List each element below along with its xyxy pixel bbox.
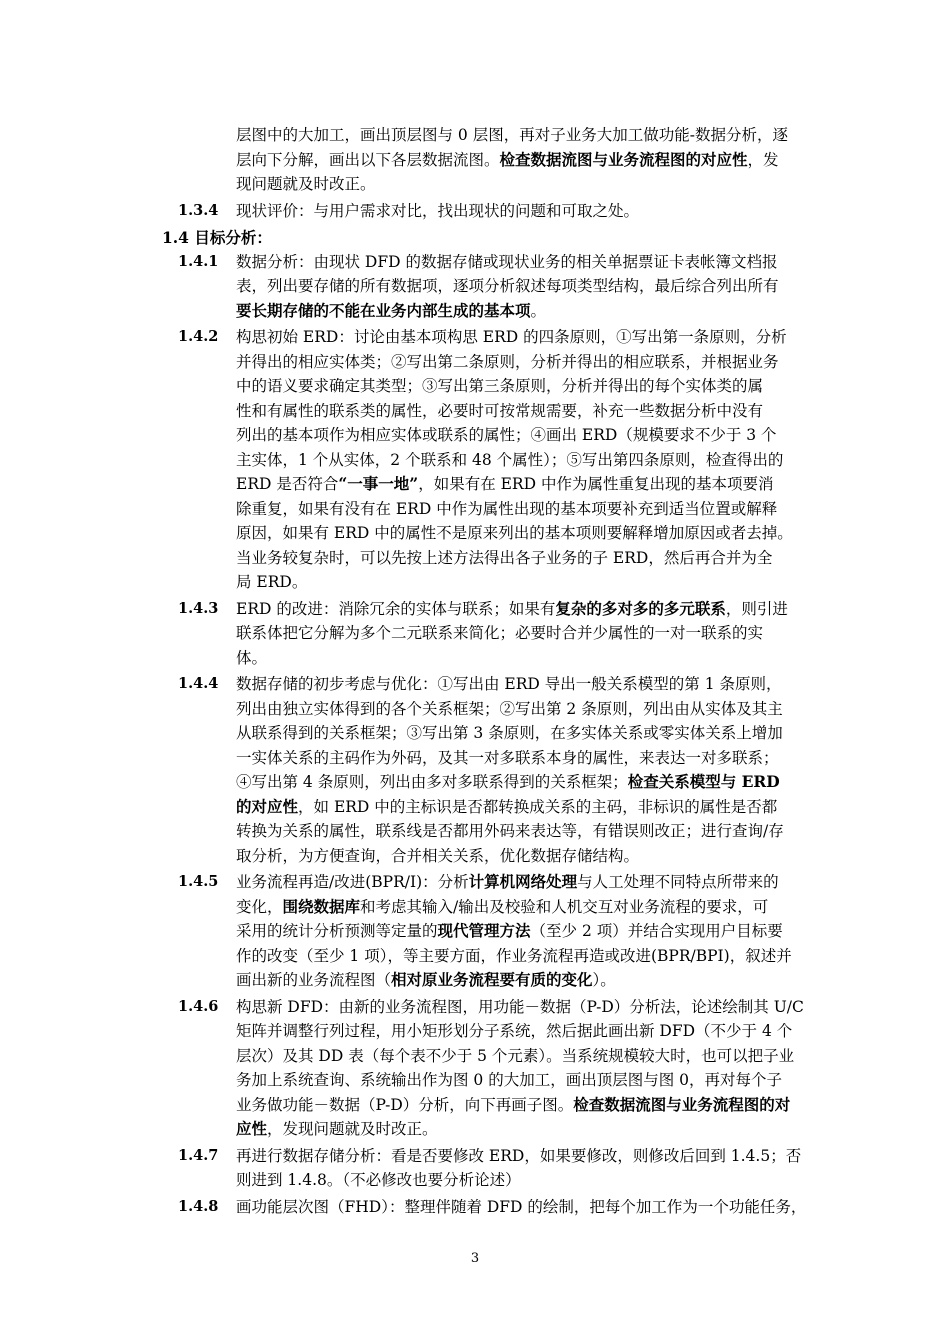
paragraph-line: 务加上系统查询、系统输出作为图 0 的大加工，画出顶层图与图 0，再对每个子 (236, 1071, 783, 1089)
paragraph-line: 性和有属性的联系类的属性，必要时可按常规需要，补充一些数据分析中没有 (236, 401, 764, 420)
emphasis-text: “一事一地” (338, 474, 419, 493)
paragraph-line (236, 1095, 790, 1115)
paragraph-line: 则进到 1.4.8。（不必修改也要分析论述） (236, 1171, 521, 1189)
text-run: 。 (530, 301, 547, 320)
item-number: 1.4.3 (178, 599, 219, 617)
paragraph-line: 再进行数据存储分析：看是否要修改 ERD，如果要修改，则修改后回到 1.4.5；否 (236, 1146, 802, 1165)
paragraph-line: 作的改变（至少 1 项），等主要方面，作业务流程再造或改进(BPR/BPI)，叙述并 (236, 946, 792, 965)
paragraph-line: 层图中的大加工，画出顶层图与 0 层图，再对子业务大加工做功能-数据分析，逐 (236, 126, 788, 144)
paragraph-line: 列出的基本项作为相应实体或联系的属性；④画出 ERD（规模要求不少于 3 个 (236, 426, 777, 444)
text-run: ，发 (747, 150, 779, 169)
text-run: 采用的统计分析预测等定量的 (236, 922, 438, 940)
text-run: 画出新的业务流程图（ (236, 971, 392, 989)
paragraph-line: 除重复，如果有没有在 ERD 中作为属性出现的基本项要补充到适当位置或解释 (236, 499, 778, 518)
item-number: 1.4.6 (178, 997, 219, 1015)
paragraph-line: 取分析，为方便查询，合并相关关系，优化数据存储结构。 (236, 846, 640, 865)
emphasis-text: 检查数据流图与业务流程图的对应性 (499, 149, 748, 169)
paragraph-line: 原因，如果有 ERD 中的属性不是原来列出的基本项则要解释增加原因或者去掉。 (236, 524, 793, 542)
item-number: 1.4.7 (178, 1146, 219, 1164)
emphasis-text: 的对应性 (236, 796, 299, 816)
text-run: 层向下分解，画出以下各层数据流图。 (236, 150, 500, 169)
paragraph-line: 矩阵并调整行列过程，用小矩形划分子系统，然后据此画出新 DFD（不少于 4 个 (236, 1022, 793, 1040)
paragraph-line: 联系体把它分解为多个二元联系来简化；必要时合并少属性的一对一联系的实 (236, 624, 764, 642)
text-run: ，如果有在 ERD 中作为属性重复出现的基本项要消 (418, 475, 774, 493)
text-run: ）。 (592, 971, 616, 989)
paragraph-line: 现状评价：与用户需求对比，找出现状的问题和可取之处。 (236, 201, 640, 220)
paragraph-line (236, 1119, 438, 1139)
paragraph-line (236, 897, 768, 917)
paragraph-line: 现问题就及时改正。 (236, 175, 376, 193)
paragraph-line: 并得出的相应实体类；②写出第二条原则，分析并得出的相应联系，并根据业务 (236, 352, 779, 371)
text-run: 业务做功能－数据（P-D）分析，向下再画子图。 (236, 1095, 574, 1114)
paragraph-line (236, 872, 779, 892)
emphasis-text: 检查数据流图与业务流程图的对 (573, 1094, 791, 1114)
section-heading: 1.4 目标分析： (162, 228, 272, 247)
text-run: ，如 ERD 中的主标识是否都转换成关系的主码，非标识的属性是否都 (298, 797, 778, 816)
paragraph-line: 层次）及其 DD 表（每个表不少于 5 个元素）。当系统规模较大时，也可以把子业 (236, 1046, 795, 1065)
emphasis-text: 复杂的多对多的多元联系 (555, 598, 726, 618)
emphasis-text: 计算机网络处理 (468, 872, 578, 891)
text-run: 业务流程再造/改进(BPR/I)：分析 (236, 873, 469, 891)
emphasis-text: 要长期存储的不能在业务内部生成的基本项 (236, 300, 531, 320)
item-number: 1.4.5 (178, 873, 219, 890)
paragraph-line (236, 772, 780, 792)
text-run: ④写出第 4 条原则，列出由多对多联系得到的关系框架； (236, 773, 628, 791)
item-number: 1.3.4 (178, 201, 219, 219)
text-run: ，发现问题就及时改正。 (267, 1120, 438, 1138)
text-run: ，则引进 (725, 599, 788, 618)
text-run: ERD 是否符合 (236, 475, 339, 493)
text-run: （至少 2 项）并结合实现用户目标要 (530, 922, 783, 940)
paragraph-line: 转换为关系的属性，联系线是否都用外码来表达等，有错误则改正；进行查询/存 (236, 822, 784, 840)
paragraph-line: 构思初始 ERD：讨论由基本项构思 ERD 的四条原则，①写出第一条原则，分析 (236, 328, 787, 346)
paragraph-line: 数据分析：由现状 DFD 的数据存储或现状业务的相关单据票证卡表帐簿文档报 (236, 252, 778, 271)
paragraph-line: 数据存储的初步考虑与优化：①写出由 ERD 导出一般关系模型的第 1 条原则， (236, 675, 782, 693)
paragraph-line: 表，列出要存储的所有数据项，逐项分析叙述每项类型结构，最后综合列出所有 (236, 277, 779, 295)
text-run: 和考虑其输入/输出及校验和人机交互对业务流程的要求，可 (360, 897, 769, 916)
emphasis-text: 检查关系模型与 ERD (627, 772, 780, 791)
emphasis-text: 应性 (236, 1119, 268, 1138)
paragraph-line (236, 921, 783, 941)
paragraph-line: 构思新 DFD：由新的业务流程图，用功能－数据（P-D）分析法，论述绘制其 U/C (236, 997, 804, 1016)
paragraph-line (236, 970, 616, 990)
paragraph-line (236, 474, 773, 494)
item-number: 1.4.2 (178, 328, 219, 345)
paragraph-line (236, 301, 546, 321)
emphasis-text: 相对原业务流程要有质的变化 (391, 970, 593, 989)
paragraph-line: 从联系得到的关系框架；③写出第 3 条原则，在多实体关系或零实体关系上增加 (236, 724, 783, 742)
text-run: 变化， (236, 897, 283, 916)
emphasis-text: 现代管理方法 (437, 921, 531, 940)
text-run: 与人工处理不同特点所带来的 (577, 873, 779, 891)
page-number: 3 (470, 1251, 480, 1266)
paragraph-line: 当业务较复杂时，可以先按上述方法得出各子业务的子 ERD，然后再合并为全 (236, 548, 773, 567)
paragraph-line (236, 150, 779, 170)
paragraph-line: 体。 (236, 648, 268, 667)
item-number: 1.4.8 (178, 1197, 219, 1215)
paragraph-line: 一实体关系的主码作为外码，及其一对多联系本身的属性，来表达一对多联系； (236, 748, 779, 767)
paragraph-line: 局 ERD。 (236, 573, 308, 591)
paragraph-line: 画功能层次图（FHD）：整理伴随着 DFD 的绘制，把每个加工作为一个功能任务， (236, 1197, 807, 1216)
paragraph-line (236, 599, 788, 619)
paragraph-line: 列出由独立实体得到的各个关系框架；②写出第 2 条原则，列出由从实体及其主 (236, 699, 783, 718)
emphasis-text: 围绕数据库 (282, 896, 361, 916)
paragraph-line: 中的语义要求确定其类型；③写出第三条原则，分析并得出的每个实体类的属 (236, 377, 764, 395)
item-number: 1.4.1 (178, 252, 219, 270)
item-number: 1.4.4 (178, 675, 219, 692)
paragraph-line (236, 797, 777, 817)
text-run: ERD 的改进：消除冗余的实体与联系；如果有 (236, 599, 556, 618)
paragraph-line: 主实体，1 个从实体，2 个联系和 48 个属性）；⑤写出第四条原则，检查得出的 (236, 450, 784, 469)
